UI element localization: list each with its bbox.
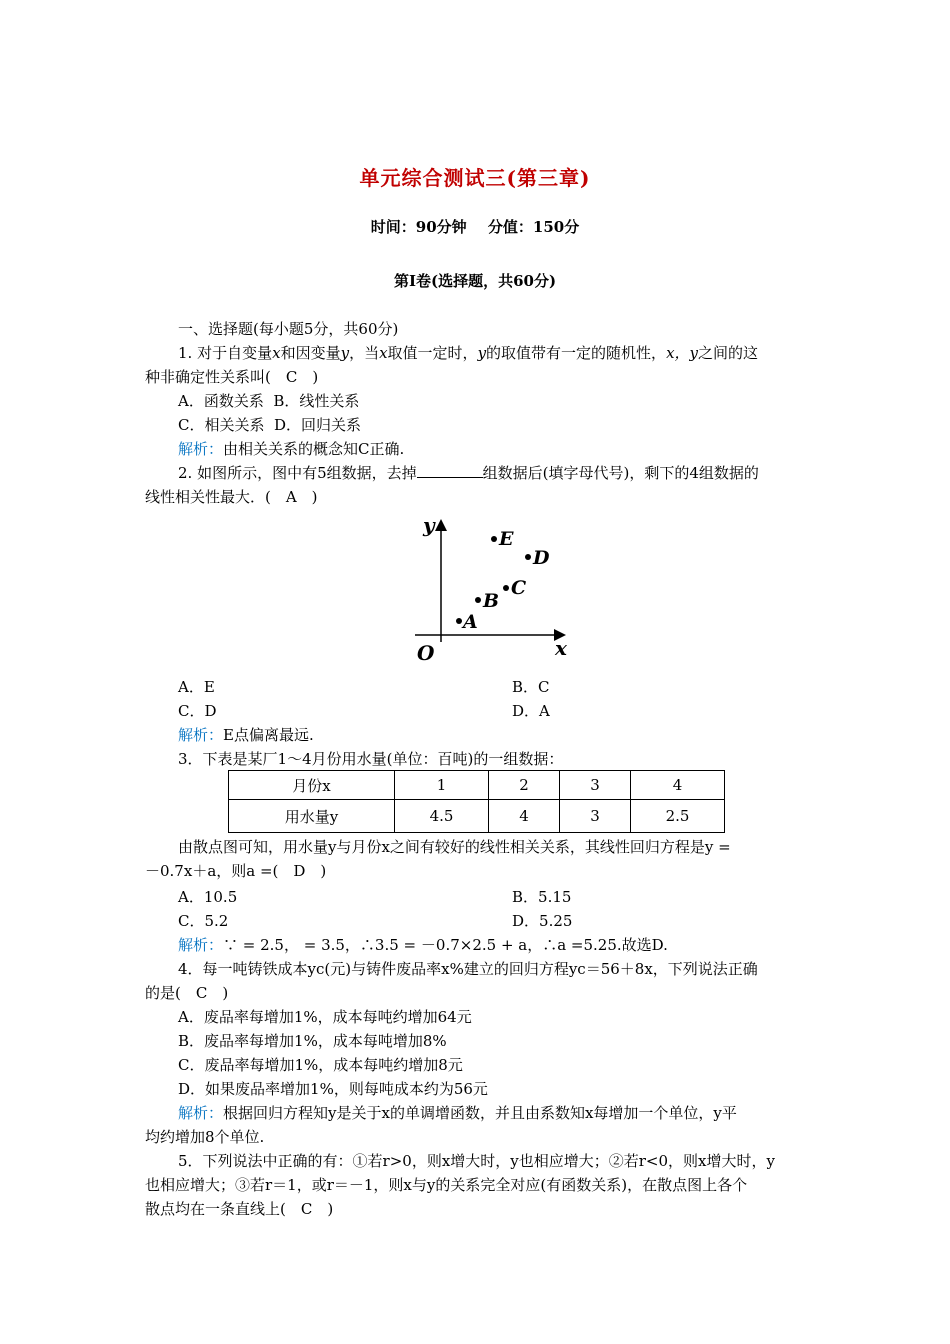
q1-options-ab: A．函数关系 B．线性关系 — [178, 392, 360, 410]
water-usage-table — [228, 770, 725, 833]
q1-explanation: 解析：由相关关系的概念知C正确. — [178, 440, 405, 458]
point-d — [525, 554, 531, 560]
table-cell: 2.5 — [631, 800, 725, 833]
table-cell: 1 — [395, 771, 489, 800]
point-a — [456, 618, 462, 624]
q4-option-d: D．如果废品率增加1%，则每吨成本约为56元 — [178, 1080, 488, 1098]
q2-option-a: A．E — [178, 678, 215, 696]
q2-option-d: D．A — [512, 702, 550, 720]
q1-line1: 1. 对于自变量x和因变量y，当x取值一定时，y的取值带有一定的随机性，x，y之间的这 — [178, 344, 759, 362]
table-cell: 用水量y — [229, 800, 395, 833]
q3-option-b: B．5.15 — [512, 888, 572, 906]
origin-label: O — [417, 641, 435, 665]
q4-line1: 4．每一吨铸铁成本yc(元)与铸件废品率x%建立的回归方程yc＝56＋8x，下列说法正确 — [178, 960, 758, 978]
scatter-figure — [405, 512, 585, 671]
page-title: 单元综合测试三(第三章) — [359, 166, 591, 190]
table-cell: 3 — [560, 771, 631, 800]
q4-explanation-cont: 均约增加8个单位. — [145, 1128, 265, 1146]
q5-line2: 也相应增大；③若r＝1，或r＝－1，则x与y的关系完全对应(有函数关系)，在散点图上各个 — [145, 1176, 748, 1194]
part-heading: 一、选择题(每小题5分，共60分) — [178, 320, 399, 338]
exam-meta — [0, 216, 950, 237]
q2-option-c: C．D — [178, 702, 217, 720]
table-cell: 4.5 — [395, 800, 489, 833]
table-cell: 4 — [489, 800, 560, 833]
y-axis-label: y — [423, 513, 435, 537]
q2-explanation: 解析：E点偏离最远. — [178, 726, 314, 744]
q2-line1: 2. 如图所示，图中有5组数据，去掉 组数据后(填字母代号)，剩下的4组数据的 — [178, 464, 759, 482]
table-cell: 2 — [489, 771, 560, 800]
q3-line3: －0.7x＋a，则a =( D ) — [145, 862, 327, 880]
point-d-label: D — [533, 547, 550, 569]
scatter-diagram — [405, 512, 585, 667]
q4-explanation: 解析：根据回归方程知y是关于x的单调增函数，并且由系数知x每增加一个单位，y平 — [178, 1104, 737, 1122]
q3-line1: 3．下表是某厂1～4月份用水量(单位：百吨)的一组数据： — [178, 750, 564, 768]
x-axis-label: x — [555, 636, 567, 660]
table-cell: 月份x — [229, 771, 395, 800]
table-cell: 4 — [631, 771, 725, 800]
table-row — [229, 800, 725, 833]
point-c-label: C — [511, 577, 527, 599]
q5-line3: 散点均在一条直线上( C ) — [145, 1200, 334, 1218]
q4-option-c: C．废品率每增加1%，成本每吨约增加8元 — [178, 1056, 463, 1074]
q4-option-b: B．废品率每增加1%，成本每吨增加8% — [178, 1032, 447, 1050]
point-b-label: B — [483, 590, 500, 612]
table-cell: 3 — [560, 800, 631, 833]
q5-line1: 5．下列说法中正确的有：①若r>0，则x增大时，y也相应增大；②若r<0，则x增大时，y — [178, 1152, 775, 1170]
section-heading: 第Ⅰ卷(选择题，共60分) — [393, 272, 557, 290]
q3-option-d: D．5.25 — [512, 912, 573, 930]
point-b — [475, 597, 481, 603]
point-e — [491, 536, 497, 542]
q3-line2: 由散点图可知，用水量y与月份x之间有较好的线性相关关系，其线性回归方程是y = — [178, 838, 731, 856]
q3-option-a: A．10.5 — [178, 888, 238, 906]
q2-line2: 线性相关性最大．( A ) — [145, 488, 318, 506]
point-c — [503, 585, 509, 591]
q3-option-c: C．5.2 — [178, 912, 229, 930]
point-a-label: A — [463, 611, 478, 633]
q2-option-b: B．C — [512, 678, 550, 696]
q4-option-a: A．废品率每增加1%，成本每吨约增加64元 — [178, 1008, 472, 1026]
q1-line2: 种非确定性关系叫( C ) — [145, 368, 319, 386]
q4-line2: 的是( C ) — [145, 984, 229, 1002]
point-e-label: E — [499, 528, 514, 550]
exam-score: 分值：150分 — [487, 218, 580, 236]
exam-time: 时间：90分钟 — [370, 218, 467, 236]
table-row — [229, 771, 725, 800]
q3-explanation: 解析：∵ = 2.5， = 3.5，∴3.5 = －0.7×2.5 + a，∴a =5.25.故选D. — [178, 936, 668, 954]
q1-options-cd: C．相关关系 D．回归关系 — [178, 416, 362, 434]
answer-blank — [417, 463, 483, 478]
